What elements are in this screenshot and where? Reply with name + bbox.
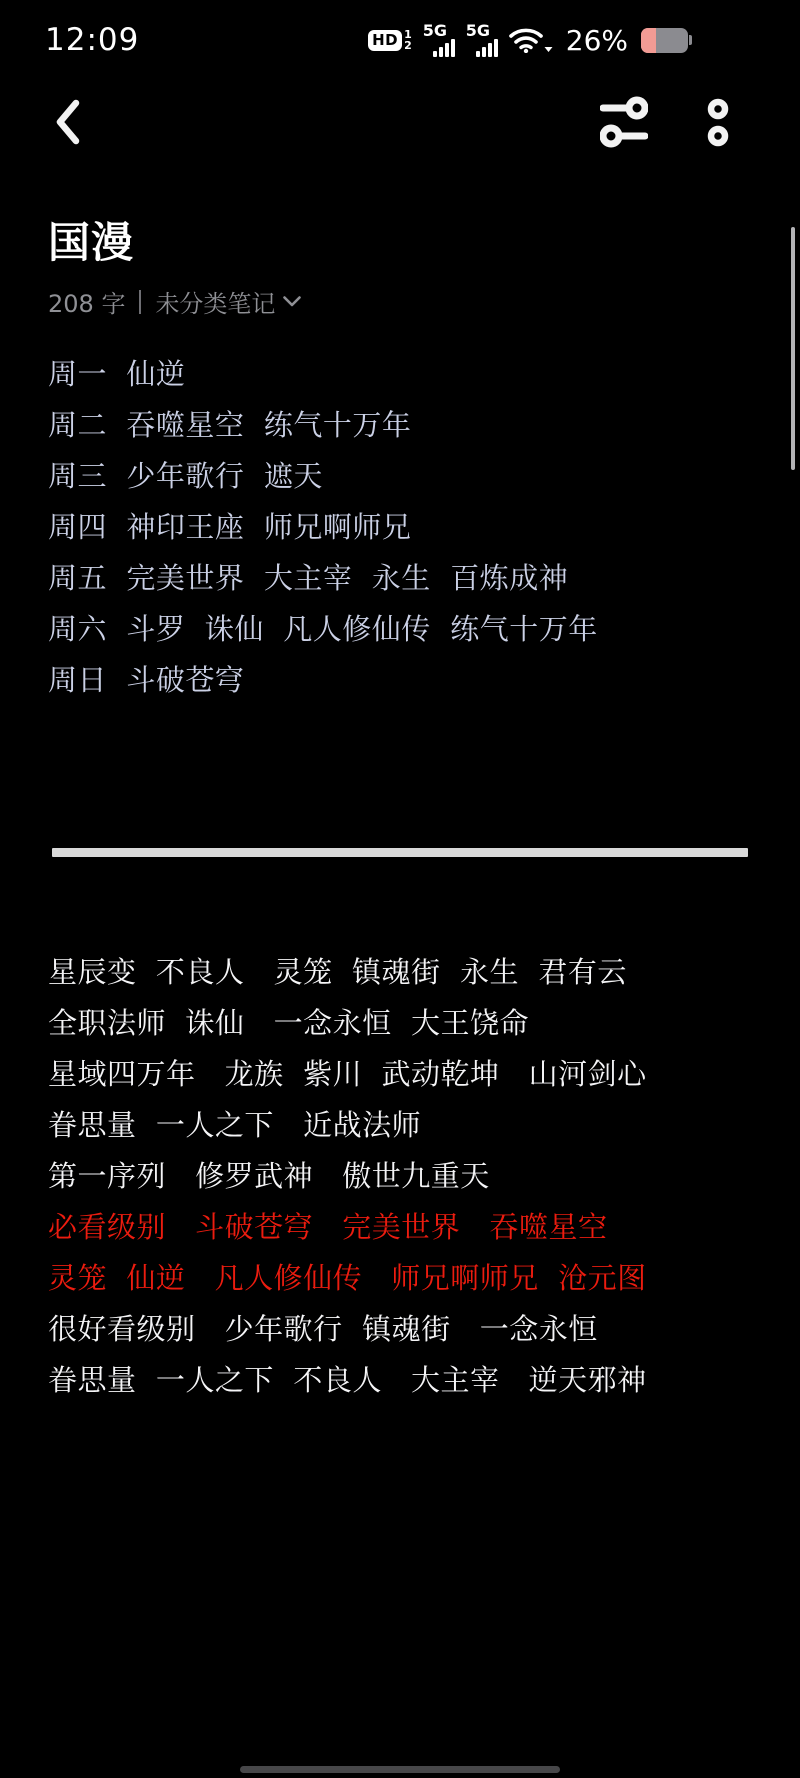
- clock-time: 12:09: [45, 22, 140, 58]
- schedule-line: 周日 斗破苍穹: [48, 663, 245, 697]
- status-icons: [368, 20, 692, 57]
- schedule-line: 周一 仙逆: [48, 357, 186, 391]
- schedule-line: 周四 神印王座 师兄啊师兄: [48, 510, 412, 544]
- list-line: 很好看级别 少年歌行 镇魂街 一念永恒: [48, 1312, 598, 1346]
- list-line: 第一序列 修罗武神 傲世九重天: [48, 1159, 490, 1193]
- schedule-line: 周二 吞噬星空 练气十万年: [48, 408, 412, 442]
- note-content[interactable]: [0, 210, 800, 1406]
- list-line: 全职法师 诛仙 一念永恒 大王饶命: [48, 1006, 530, 1040]
- sliders-icon: [600, 91, 648, 153]
- schedule-line: 周六 斗罗 诛仙 凡人修仙传 练气十万年: [48, 612, 598, 646]
- list-line: 眷思量 一人之下 不良人 大主宰 逆天邪神: [48, 1363, 647, 1397]
- list-line: 星辰变 不良人 灵笼 镇魂街 永生 君有云: [48, 955, 627, 989]
- meta-separator: [139, 290, 141, 314]
- chevron-left-icon: [52, 99, 82, 145]
- filter-button[interactable]: [600, 91, 648, 153]
- sim2-signal-icon: 5G: [466, 24, 498, 57]
- horizontal-rule: [52, 848, 748, 857]
- wifi-direction-arrow-icon: [544, 45, 553, 53]
- category-selector[interactable]: [155, 284, 301, 319]
- back-button[interactable]: [52, 99, 82, 145]
- two-dots-more-icon: [706, 96, 730, 148]
- battery-percent: 26%: [565, 23, 628, 57]
- list-line-highlighted: 灵笼 仙逆 凡人修仙传 师兄啊师兄 沧元图: [48, 1261, 647, 1295]
- battery-icon: [641, 28, 692, 53]
- list-line-highlighted: 必看级别 斗破苍穹 完美世界 吞噬星空: [48, 1210, 608, 1244]
- list-line: 星域四万年 龙族 紫川 武动乾坤 山河剑心: [48, 1057, 647, 1091]
- home-indicator[interactable]: [240, 1766, 560, 1773]
- status-bar: [0, 0, 800, 62]
- schedule-line: 周五 完美世界 大主宰 永生 百炼成神: [48, 561, 569, 595]
- schedule-line: 周三 少年歌行 遮天: [48, 459, 323, 493]
- sim1-signal-icon: 5G: [423, 24, 455, 57]
- hd-volte-icon: HD 1 2: [368, 29, 412, 51]
- scrollbar-thumb[interactable]: [791, 227, 795, 470]
- note-meta: [48, 284, 748, 319]
- weekly-schedule: [48, 349, 748, 706]
- battery-fill-low: [641, 28, 656, 53]
- nav-bar: [0, 80, 800, 164]
- wifi-icon: [509, 27, 553, 53]
- more-options-button[interactable]: [706, 96, 730, 148]
- category-label: 未分类笔记: [155, 290, 276, 318]
- list-line: 眷思量 一人之下 近战法师: [48, 1108, 422, 1142]
- note-title: 国漫: [48, 218, 135, 267]
- chevron-down-icon: [283, 296, 301, 307]
- anime-list: [48, 947, 748, 1406]
- word-count: 208 字: [48, 290, 126, 318]
